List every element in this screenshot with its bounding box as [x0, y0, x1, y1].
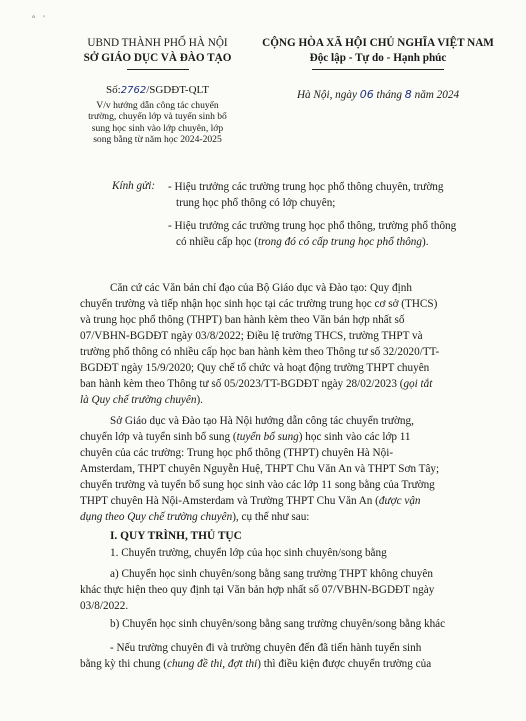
recipient-1-line-1: - Hiệu trưởng các trường trung học phổ thông chuyên, trường: [168, 181, 444, 193]
para2-line-6: THPT chuyên Hà Nội-Amsterdam và Trường THPT Chu Văn An (được vận: [80, 495, 421, 507]
item-1a-line-3: 03/8/2022.: [80, 600, 129, 612]
para1-line-7: ban hành kèm theo Thông tư số 05/2023/TT-BGDĐT ngày 28/02/2023 (gọi tắt: [80, 378, 433, 390]
section-1-title: I. QUY TRÌNH, THỦ TỤC: [110, 530, 242, 542]
para2-line-4: Amsterdam, THPT chuyên Nguyễn Huệ, THPT Chu Văn An và THPT Sơn Tây;: [80, 463, 440, 475]
item-1b-title: b) Chuyển học sinh chuyên/song bằng sang trường chuyên/song bằng khác: [110, 618, 446, 630]
para1-line-5: trường phổ thông có nhiều cấp học ban hành kèm theo Thông tư số 32/2020/TT-: [80, 346, 440, 358]
handwritten-number: 2762: [120, 85, 147, 96]
item-1-title: 1. Chuyển trường, chuyển lớp của học sinh chuyên/song bằng: [110, 547, 387, 559]
recipient-2-line-2: có nhiều cấp học (trong đó có cấp trung học phổ thông).: [176, 236, 429, 248]
handwritten-month: 8: [404, 88, 412, 101]
para1-line-8: là Quy chế trường chuyên).: [80, 394, 203, 406]
agency-underline: [127, 69, 189, 70]
para1-line-2: chuyển trường và tiếp nhận học sinh học tại các trường trung học cơ sở (THCS): [80, 298, 438, 310]
para1-line-3: và trung học phổ thông (THPT) ban hành kèm theo Văn bản hợp nhất số: [80, 314, 405, 326]
para1-line-1: Căn cứ các Văn bản chỉ đạo của Bộ Giáo dục và Đào tạo: Quy định: [110, 282, 412, 294]
para2-line-7: dụng theo Quy chế trường chuyên), cụ thể như sau:: [80, 511, 310, 523]
national-header: [248, 36, 508, 70]
document-number: Số:2762/SGDĐT-QLT: [106, 84, 209, 96]
para1-line-6: BGDĐT ngày 15/9/2020; Quy chế tổ chức và hoạt động trường THPT chuyên: [80, 362, 430, 374]
item-1b-line-2: bằng kỳ thi chung (chung đề thi, đợt thi) thì điều kiện được chuyển trường của: [80, 658, 432, 670]
para1-line-4: 07/VBHN-BGDĐT ngày 03/8/2022; Điều lệ trường THCS, trường THPT và: [80, 330, 423, 342]
corner-mark: ° ′: [32, 14, 48, 23]
nation-motto: Độc lập - Tự do - Hạnh phúc: [309, 52, 447, 64]
para2-line-2: chuyển lớp và tuyển sinh bổ sung (tuyển bổ sung) học sinh vào các lớp 11: [80, 431, 411, 443]
salutation: Kính gửi:: [112, 180, 156, 192]
item-1b-line-1: - Nếu trường chuyên đi và trường chuyên đến đã tiến hành tuyển sinh: [110, 642, 422, 654]
para2-line-1: Sở Giáo dục và Đào tạo Hà Nội hướng dẫn công tác chuyển trường,: [110, 415, 414, 427]
nation-name: CỘNG HÒA XÃ HỘI CHỦ NGHĨA VIỆT NAM: [262, 37, 494, 49]
issuing-agency: [70, 36, 245, 70]
agency-line-1: UBND THÀNH PHỐ HÀ NỘI: [87, 37, 228, 49]
recipient-2-line-1: - Hiệu trưởng các trường trung học phổ thông, trường phổ thông: [168, 220, 457, 232]
document-subject: V/v hướng dẫn công tác chuyển trường, chuyển lớp và tuyển sinh bổ sung học sinh vào lớp chuyên, lớp song bằng từ năm học 2024-2025: [88, 100, 227, 145]
para2-line-3: chuyên của các trường: Trung học phổ thông (THPT) chuyên Hà Nội-: [80, 447, 394, 459]
place-date: Hà Nội, ngày 06 tháng 8 năm 2024: [296, 88, 460, 101]
agency-line-2: SỞ GIÁO DỤC VÀ ĐÀO TẠO: [83, 52, 232, 64]
handwritten-day: 06: [359, 88, 374, 101]
recipient-1-line-2: trung học phổ thông có lớp chuyên;: [176, 197, 336, 209]
item-1a-line-1: a) Chuyển học sinh chuyên/song bằng sang trường THPT không chuyên: [110, 568, 433, 580]
motto-underline: [312, 69, 444, 70]
para2-line-5: chuyển trường và tuyển bổ sung học sinh vào các lớp 11 song bằng của Trường: [80, 479, 435, 491]
item-1a-line-2: khác thực hiện theo quy định tại Văn bản hợp nhất số 07/VBHN-BGDĐT ngày: [80, 584, 435, 596]
